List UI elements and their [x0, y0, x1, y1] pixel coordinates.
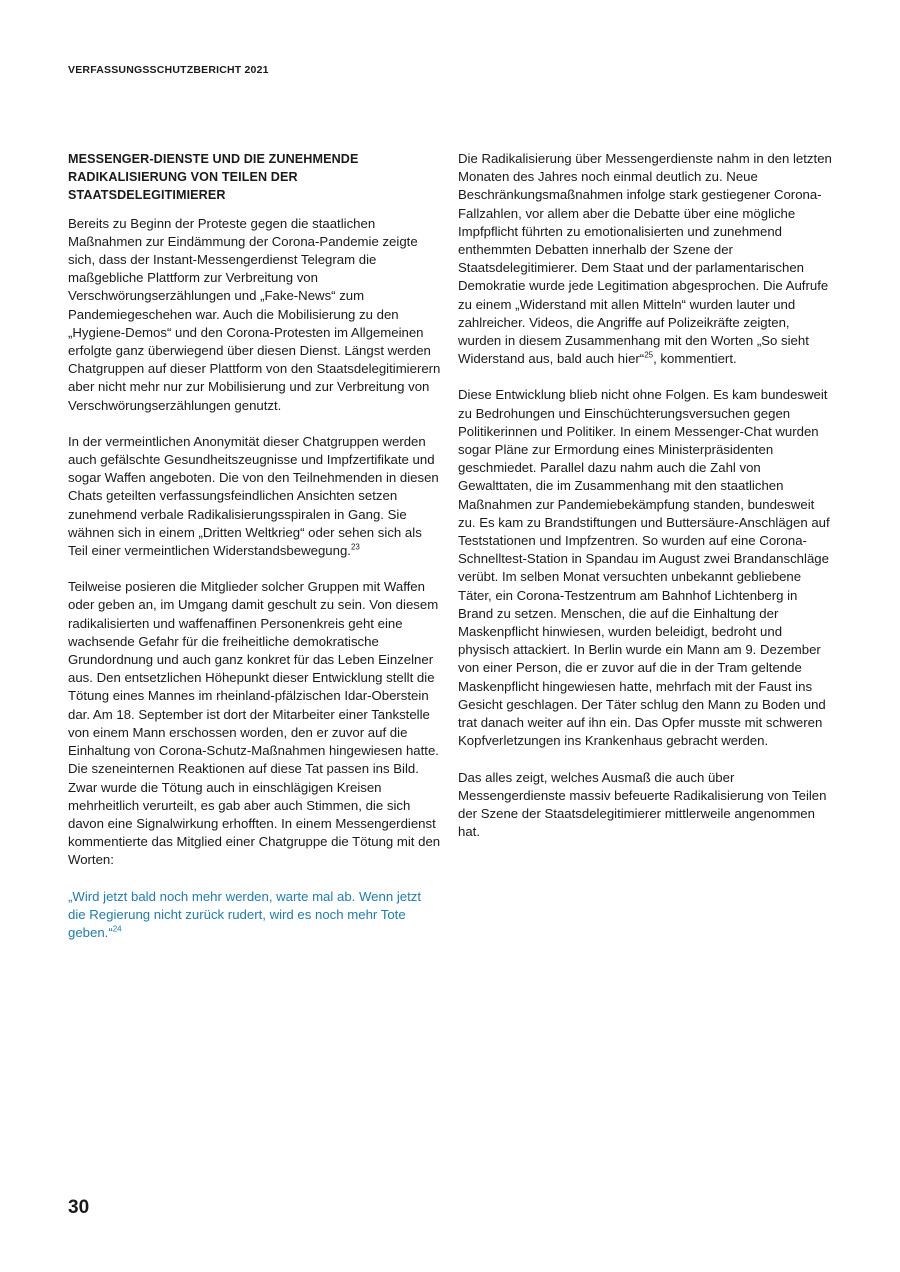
right-column	[458, 150, 832, 859]
running-header: VERFASSUNGSSCHUTZBERICHT 2021	[68, 64, 269, 76]
paragraph-6	[458, 769, 832, 842]
paragraph-2-text: In der vermeintlichen Anonymität dieser Chatgruppen werden auch gefälschte Gesundheitszeugnisse und Impfzertifikate und sogar Waffen angeboten. Die von den Teilnehmenden in diesen Chats geteilten verfassungsfeindlichen Ansichten setzen zunehmend verbale Radikalisierungsspiralen in Gang. Sie wähnen sich in einem „Dritten Weltkrieg“ oder sehen sich als Teil einer vermeintlichen Widerstandsbewegung.	[68, 433, 439, 559]
footnote-ref-23[interactable]: 23	[350, 542, 360, 552]
paragraph-5-text: Diese Entwicklung blieb nicht ohne Folgen. Es kam bundesweit zu Bedrohungen und Einschüchterungsversuchen gegen Politikerinnen und Politiker. In einem Messenger-Chat wurden sogar Pläne zur Ermordung eines Ministerpräsidenten geschmiedet. Parallel dazu nahm auch die Zahl von Gewalttaten, die im Zusammenhang mit den staatlichen Maßnahmen zur Pandemiebekämpfung standen, bundesweit zu. Es kam zu Brandstiftungen und Buttersäure-Anschlägen auf Teststationen und Impfzentren. So wurden auf eine Corona-Schnelltest-Station in Spandau im August zwei Brandanschläge verübt. Im selben Monat versuchten unbekannt gebliebene Täter, ein Corona-Testzentrum am Bahnhof Lichtenberg in Brand zu setzen. Menschen, die auf die Einhaltung der Maskenpflicht hinwiesen, wurden beleidigt, bedroht und physisch attackiert. In Berlin wurde ein Mann am 9. Dezember von einer Person, die er zuvor auf die in der Tram geltende Maskenpflicht hingewiesen hatte, mehrfach mit der Faust ins Gesicht geschlagen. Der Täter schlug den Mann zu Boden und trat danach weiter auf ihn ein. Das Opfer musste mit schweren Kopfverletzungen ins Krankenhaus gebracht werden.	[458, 387, 830, 749]
paragraph-4-text: Die Radikalisierung über Messengerdienste nahm in den letzten Monaten des Jahres noch einmal deutlich zu. Neue Beschränkungsmaßnahmen infolge stark gestiegener Corona-Fallzahlen, vor allem aber die Debatte über eine mögliche Impfpflicht führten zu emotionalisierten und zunehmend enthemmten Debatten innerhalb der Szene der Staatsdelegitimierer. Dem Staat und der parlamentarischen Demokratie wurde jede Legitimation abgesprochen. Die Aufrufe zu einem „Widerstand mit allen Mitteln“ wurden lauter und zahlreicher. Videos, die Angriffe auf Polizeikräfte zeigten, wurden in diesem Zusammenhang mit den Worten „So sieht Widerstand aus, bald auch hier“	[458, 151, 832, 367]
paragraph-4	[458, 150, 832, 368]
paragraph-3-text: Teilweise posieren die Mitglieder solcher Gruppen mit Waffen oder geben an, im Umgang damit geschult zu sein. Von diesem radikalisierten und waffenaffinen Personenkreis geht eine wachsende Gefahr für die freiheitliche demokratische Grundordnung und auch ganz konkret für das Leben Einzelner aus. Den entsetzlichen Höhepunkt dieser Entwicklung stellt die Tötung eines Mannes im rheinland-pfälzischen Idar-Oberstein dar. Am 18. September ist dort der Mitarbeiter einer Tankstelle von einem Mann erschossen worden, den er zuvor auf die Einhaltung von Corona-Schutz-Maßnahmen hingewiesen hatte. Die szeneinternen Reaktionen auf diese Tat passen ins Bild. Zwar wurde die Tötung auch in einschlägigen Kreisen mehrheitlich verurteilt, es gab aber auch Stimmen, die sich davon eine Signalwirkung erhofften. In einem Messengerdienst kommentierte das Mitglied einer Chatgruppe die Tötung mit den Worten:	[68, 579, 441, 868]
left-column	[68, 150, 442, 960]
section-heading: MESSENGER-DIENSTE UND DIE ZUNEHMENDE RADIKALISIERUNG VON TEILEN DER STAATSDELEGITIMIERER	[68, 152, 359, 203]
paragraph-1-text: Bereits zu Beginn der Proteste gegen die staatlichen Maßnahmen zur Eindämmung der Corona-Pandemie zeigte sich, dass der Instant-Messengerdienst Telegram die maßgebliche Plattform zur Verbreitung von Verschwörungserzählungen und „Fake-News“ zum Pandemiegeschehen war. Auch die Mobilisierung zu den „Hygiene-Demos“ und den Corona-Protesten im Allgemeinen erfolgte ganz überwiegend über diesen Dienst. Längst werden Chatgruppen auf dieser Plattform von den Staatsdelegitimierern aber nicht mehr nur zur Mobilisierung und zur Verbreitung von Verschwörungserzählungen genutzt.	[68, 215, 441, 413]
paragraph-1	[68, 215, 442, 415]
quote	[68, 888, 442, 943]
paragraph-3	[68, 578, 442, 869]
page-number: 30	[68, 1197, 90, 1218]
footnote-ref-24[interactable]: 24	[112, 924, 122, 934]
quote-text: „Wird jetzt bald noch mehr werden, warte mal ab. Wenn jetzt die Regierung nicht zurück rudert, wird es noch mehr Tote geben.“	[68, 888, 422, 940]
paragraph-2	[68, 433, 442, 560]
paragraph-6-text: Das alles zeigt, welches Ausmaß die auch über Messengerdienste massiv befeuerte Radikalisierung von Teilen der Szene der Staatsdelegitimierer mittlerweile angenommen hat.	[458, 769, 827, 840]
footnote-ref-25[interactable]: 25	[644, 350, 654, 360]
paragraph-5	[458, 386, 832, 750]
paragraph-4-end: , kommentiert.	[653, 351, 737, 367]
